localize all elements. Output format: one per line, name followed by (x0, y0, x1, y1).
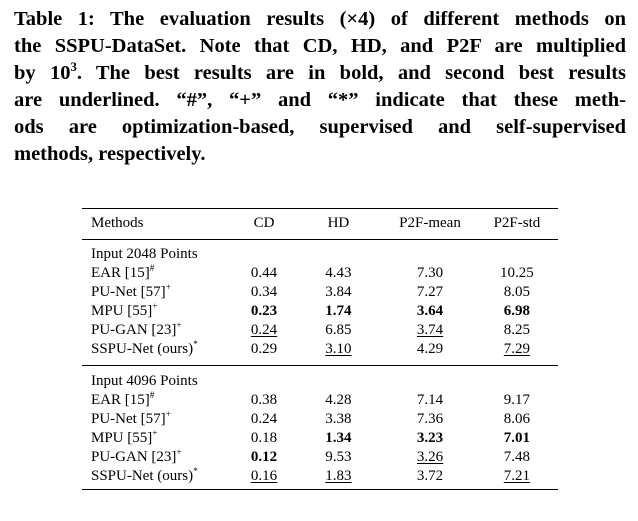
metric-value: 10.25 (500, 265, 534, 281)
metric-value: 3.10 (325, 341, 352, 357)
method-type-mark: + (176, 321, 182, 331)
value-cell (293, 283, 385, 302)
value-cell (235, 448, 292, 467)
metric-value: 8.05 (503, 284, 531, 300)
value-cell (476, 302, 558, 321)
method-type-mark: + (152, 429, 158, 439)
caption-text: by 10 (14, 62, 71, 84)
value-cell (293, 302, 385, 321)
method-type-mark: * (193, 340, 198, 350)
table-row (82, 264, 558, 283)
value-cell (235, 302, 292, 321)
metric-value: 1.83 (325, 468, 352, 484)
header-cell: P2F-mean (399, 215, 461, 231)
metric-value: 7.01 (503, 430, 531, 446)
metric-value: 4.28 (325, 392, 352, 408)
metric-value: 3.64 (416, 303, 444, 319)
group-title-row (82, 366, 558, 392)
metric-value: 0.44 (250, 265, 278, 281)
group-4096 (82, 366, 558, 490)
header-cell: Methods (91, 215, 144, 231)
metric-value: 6.85 (325, 322, 352, 338)
metric-value: 9.53 (325, 449, 352, 465)
method-cell (82, 264, 235, 283)
metric-value: 3.84 (325, 284, 352, 300)
value-cell (476, 283, 558, 302)
value-cell (235, 467, 292, 490)
metric-value: 4.29 (416, 341, 444, 357)
group-title-row (82, 240, 558, 265)
value-cell (293, 467, 385, 490)
value-cell (235, 340, 292, 366)
metric-value: 0.23 (250, 303, 278, 319)
metric-value: 7.30 (416, 265, 444, 281)
value-cell (384, 283, 476, 302)
method-name: PU-Net [57] (91, 411, 166, 427)
value-cell (476, 321, 558, 340)
value-cell (476, 448, 558, 467)
table-row (82, 448, 558, 467)
value-cell (235, 429, 292, 448)
metric-value: 0.34 (250, 284, 278, 300)
metric-value: 4.43 (325, 265, 352, 281)
value-cell (384, 410, 476, 429)
header-cell: CD (253, 215, 275, 231)
method-type-mark: # (149, 391, 155, 401)
metric-value: 8.25 (503, 322, 531, 338)
caption-line: ods are optimization-based, supervised and self-supervised (14, 116, 626, 138)
method-name: PU-GAN [23] (91, 449, 177, 465)
metric-value: 0.24 (250, 411, 278, 427)
metric-value: 3.72 (416, 468, 444, 484)
method-name: EAR [15] (91, 392, 150, 408)
value-cell (476, 410, 558, 429)
method-cell (82, 410, 235, 429)
value-cell (476, 340, 558, 366)
table-row (82, 321, 558, 340)
value-cell (384, 264, 476, 283)
header-cell: HD (327, 215, 350, 231)
value-cell (384, 302, 476, 321)
value-cell (476, 391, 558, 410)
metric-value: 7.27 (416, 284, 444, 300)
method-name: MPU [55] (91, 303, 153, 319)
value-cell (235, 321, 292, 340)
method-type-mark: + (165, 410, 171, 420)
method-name: EAR [15] (91, 265, 150, 281)
metric-value: 9.17 (503, 392, 531, 408)
caption-superscript: 3 (70, 60, 77, 75)
metric-value: 3.74 (416, 322, 444, 338)
table-row (82, 467, 558, 490)
method-type-mark: * (193, 467, 198, 477)
value-cell (293, 340, 385, 366)
metric-value: 7.29 (503, 341, 531, 357)
method-cell (82, 340, 235, 366)
metric-value: 3.23 (416, 430, 444, 446)
value-cell (293, 391, 385, 410)
table-row (82, 391, 558, 410)
table-row (82, 410, 558, 429)
metric-value: 7.21 (503, 468, 531, 484)
method-name: PU-Net [57] (91, 284, 166, 300)
method-cell (82, 283, 235, 302)
table-row (82, 340, 558, 366)
value-cell (235, 391, 292, 410)
value-cell (476, 429, 558, 448)
metric-value: 3.26 (416, 449, 444, 465)
method-cell (82, 467, 235, 490)
metric-value: 1.34 (325, 430, 352, 446)
group-title: Input 4096 Points (91, 373, 198, 389)
table-row (82, 283, 558, 302)
value-cell (293, 410, 385, 429)
table-row (82, 429, 558, 448)
table-caption (14, 6, 626, 168)
method-name: MPU [55] (91, 430, 153, 446)
value-cell (235, 264, 292, 283)
value-cell (384, 429, 476, 448)
metric-value: 6.98 (503, 303, 531, 319)
value-cell (293, 429, 385, 448)
value-cell (384, 448, 476, 467)
group-2048 (82, 240, 558, 366)
metric-value: 0.24 (250, 322, 278, 338)
method-cell (82, 448, 235, 467)
value-cell (293, 448, 385, 467)
value-cell (476, 264, 558, 283)
metric-value: 7.48 (503, 449, 531, 465)
results-table (82, 208, 558, 490)
table-row (82, 302, 558, 321)
method-name: SSPU-Net (ours) (91, 341, 194, 357)
metric-value: 8.06 (503, 411, 531, 427)
method-name: SSPU-Net (ours) (91, 468, 194, 484)
method-type-mark: + (152, 302, 158, 312)
value-cell (384, 340, 476, 366)
metric-value: 0.18 (250, 430, 278, 446)
value-cell (293, 321, 385, 340)
value-cell (293, 264, 385, 283)
caption-text: . The best results are in bold, and second best results (76, 62, 627, 84)
method-type-mark: # (149, 264, 155, 274)
caption-line: are underlined. “#”, “+” and “*” indicate that these meth- (14, 89, 626, 111)
value-cell (235, 283, 292, 302)
caption-line: the SSPU-DataSet. Note that CD, HD, and P2F are multiplied (14, 35, 626, 57)
method-type-mark: + (176, 448, 182, 458)
value-cell (384, 467, 476, 490)
metric-value: 0.38 (250, 392, 278, 408)
caption-line (14, 60, 626, 87)
value-cell (235, 410, 292, 429)
method-type-mark: + (165, 283, 171, 293)
metric-value: 0.29 (250, 341, 278, 357)
metric-value: 0.12 (250, 449, 278, 465)
method-cell (82, 302, 235, 321)
method-cell (82, 321, 235, 340)
caption-line: methods, respectively. (14, 143, 206, 165)
metric-value: 3.38 (325, 411, 352, 427)
method-cell (82, 391, 235, 410)
caption-line: Table 1: The evaluation results (×4) of different methods on (14, 8, 626, 30)
method-cell (82, 429, 235, 448)
metric-value: 0.16 (250, 468, 278, 484)
method-name: PU-GAN [23] (91, 322, 177, 338)
header-cell: P2F-std (493, 215, 541, 231)
value-cell (476, 467, 558, 490)
metric-value: 7.36 (416, 411, 444, 427)
group-title: Input 2048 Points (91, 246, 198, 262)
metric-value: 1.74 (325, 303, 352, 319)
value-cell (384, 321, 476, 340)
results-table-container (82, 208, 558, 490)
value-cell (384, 391, 476, 410)
metric-value: 7.14 (416, 392, 444, 408)
header-row (82, 209, 558, 240)
